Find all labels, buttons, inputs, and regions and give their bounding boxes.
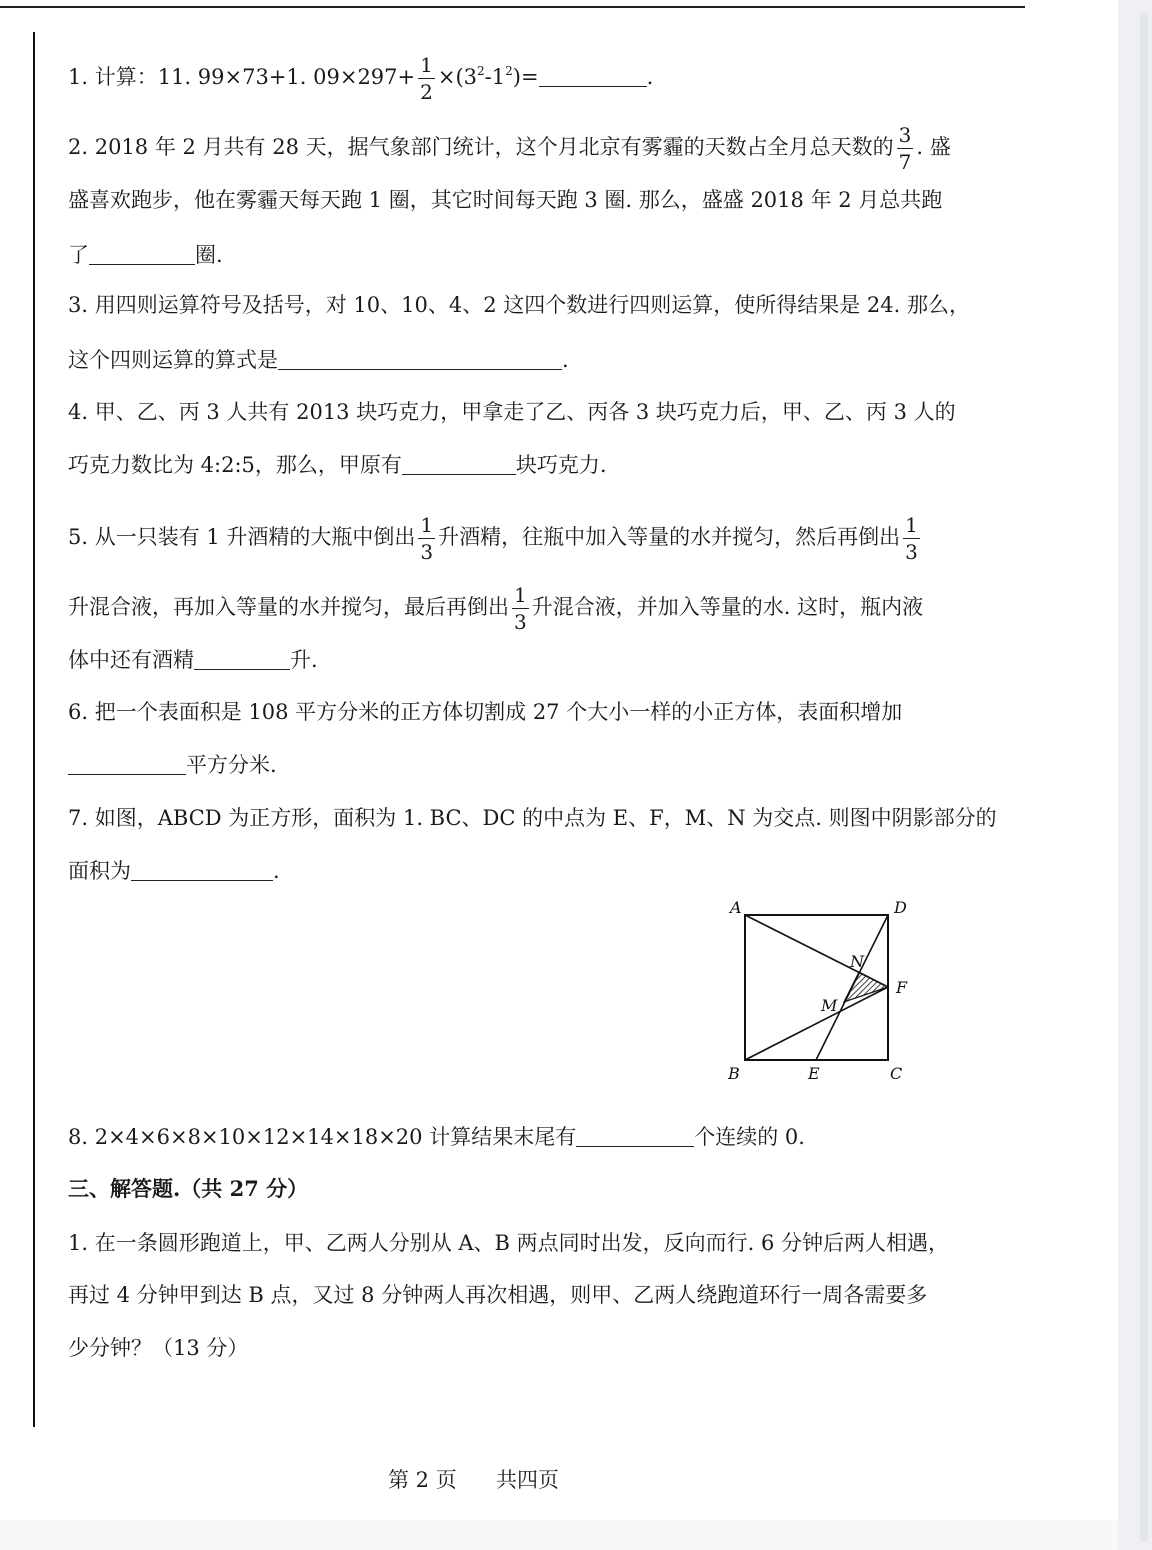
question-3-line-2: 这个四则运算的算式是 .: [68, 348, 569, 372]
question-2-line-1: 2. 2018 年 2 月共有 28 天，据气象部门统计，这个月北京有雾霾的天数占全月总天数的 $\frac{3}{7}$ . 盛: [68, 123, 951, 174]
label-n: N: [850, 952, 864, 971]
question-4-line-1: 4. 甲、乙、丙 3 人共有 2013 块巧克力，甲拿走了乙、丙各 3 块巧克力后，甲、乙、丙 3 人的: [68, 400, 956, 424]
question-1: 1. 计算：11. 99×73+1. 09×297+ $\frac{1}{2}$ $\times(3^2-1^2)=$ .: [68, 53, 654, 104]
scrollbar-track[interactable]: [1118, 0, 1152, 1550]
label-b: B: [728, 1064, 740, 1083]
binding-margin-line: [33, 32, 35, 1427]
segment-bf: [745, 987, 888, 1060]
section-3-heading: 三、解答题.（共 27 分）: [68, 1176, 309, 1201]
question-6-line-2: 平方分米.: [68, 750, 277, 780]
fraction-half: $\frac{1}{2}$: [420, 53, 433, 104]
page-bottom-band: [0, 1520, 1118, 1550]
page-total: 共四页: [496, 1468, 559, 1492]
label-d: D: [894, 898, 907, 917]
answer-blank-8[interactable]: [576, 1124, 694, 1147]
page-number: 第 2 页: [388, 1468, 457, 1492]
label-f: F: [896, 978, 908, 997]
question-2-line-3: 了 圈.: [68, 243, 223, 267]
problem-1-line-3: 少分钟？（13 分）: [68, 1336, 249, 1360]
question-8: 8. 2×4×6×8×10×12×14×18×20 计算结果末尾有 个连续的 0.: [68, 1125, 805, 1149]
question-7-line-1: 7. 如图，ABCD 为正方形，面积为 1. BC、DC 的中点为 E、F，M、N 为交点. 则图中阴影部分的: [68, 806, 997, 830]
question-5-line-3: 体中还有酒精 升.: [68, 648, 318, 672]
problem-1-line-1: 1. 在一条圆形跑道上，甲、乙两人分别从 A、B 两点同时出发，反向而行. 6 分钟后两人相遇，: [68, 1231, 950, 1255]
question-3-line-1: 3. 用四则运算符号及括号，对 10、10、4、2 这四个数进行四则运算，使所得结果是 24. 那么，: [68, 293, 970, 317]
label-a: A: [730, 898, 742, 917]
answer-blank-6[interactable]: [68, 752, 186, 775]
answer-blank-5[interactable]: [194, 647, 290, 670]
answer-blank-4[interactable]: [402, 452, 516, 475]
problem-1-line-2: 再过 4 分钟甲到达 B 点，又过 8 分钟两人再次相遇，则甲、乙两人绕跑道环行一周各需要多: [68, 1283, 928, 1307]
label-e: E: [808, 1064, 820, 1083]
answer-blank-7[interactable]: [131, 858, 273, 881]
question-2-line-2: 盛喜欢跑步，他在雾霾天每天跑 1 圈，其它时间每天跑 3 圈. 那么，盛盛 2018 年 2 月总共跑: [68, 188, 943, 212]
question-6-line-1: 6. 把一个表面积是 108 平方分米的正方体切割成 27 个大小一样的小正方体，表面积增加: [68, 700, 903, 724]
question-5-line-2: 升混合液，再加入等量的水并搅匀，最后再倒出 $\frac{1}{3}$ 升混合液，并加入等量的水. 这时，瓶内液: [68, 583, 924, 634]
question-4-line-2: 巧克力数比为 4:2:5，那么，甲原有 块巧克力.: [68, 453, 607, 477]
question-7-line-2: 面积为 .: [68, 859, 280, 883]
answer-blank-2[interactable]: [89, 242, 195, 265]
answer-blank-3[interactable]: [278, 347, 562, 370]
fraction-three-sevenths: $\frac{3}{7}$: [898, 123, 912, 174]
label-c: C: [890, 1064, 903, 1083]
top-rule: [0, 6, 1025, 8]
square-figure: [720, 895, 920, 1090]
answer-blank-1[interactable]: [539, 64, 647, 87]
question-5-line-1: 5. 从一只装有 1 升酒精的大瓶中倒出 $\frac{1}{3}$ 升酒精，往瓶中加入等量的水并搅匀，然后再倒出 $\frac{1}{3}$: [68, 513, 918, 564]
label-m: M: [821, 996, 838, 1015]
scrollbar-thumb[interactable]: [1140, 12, 1148, 1542]
